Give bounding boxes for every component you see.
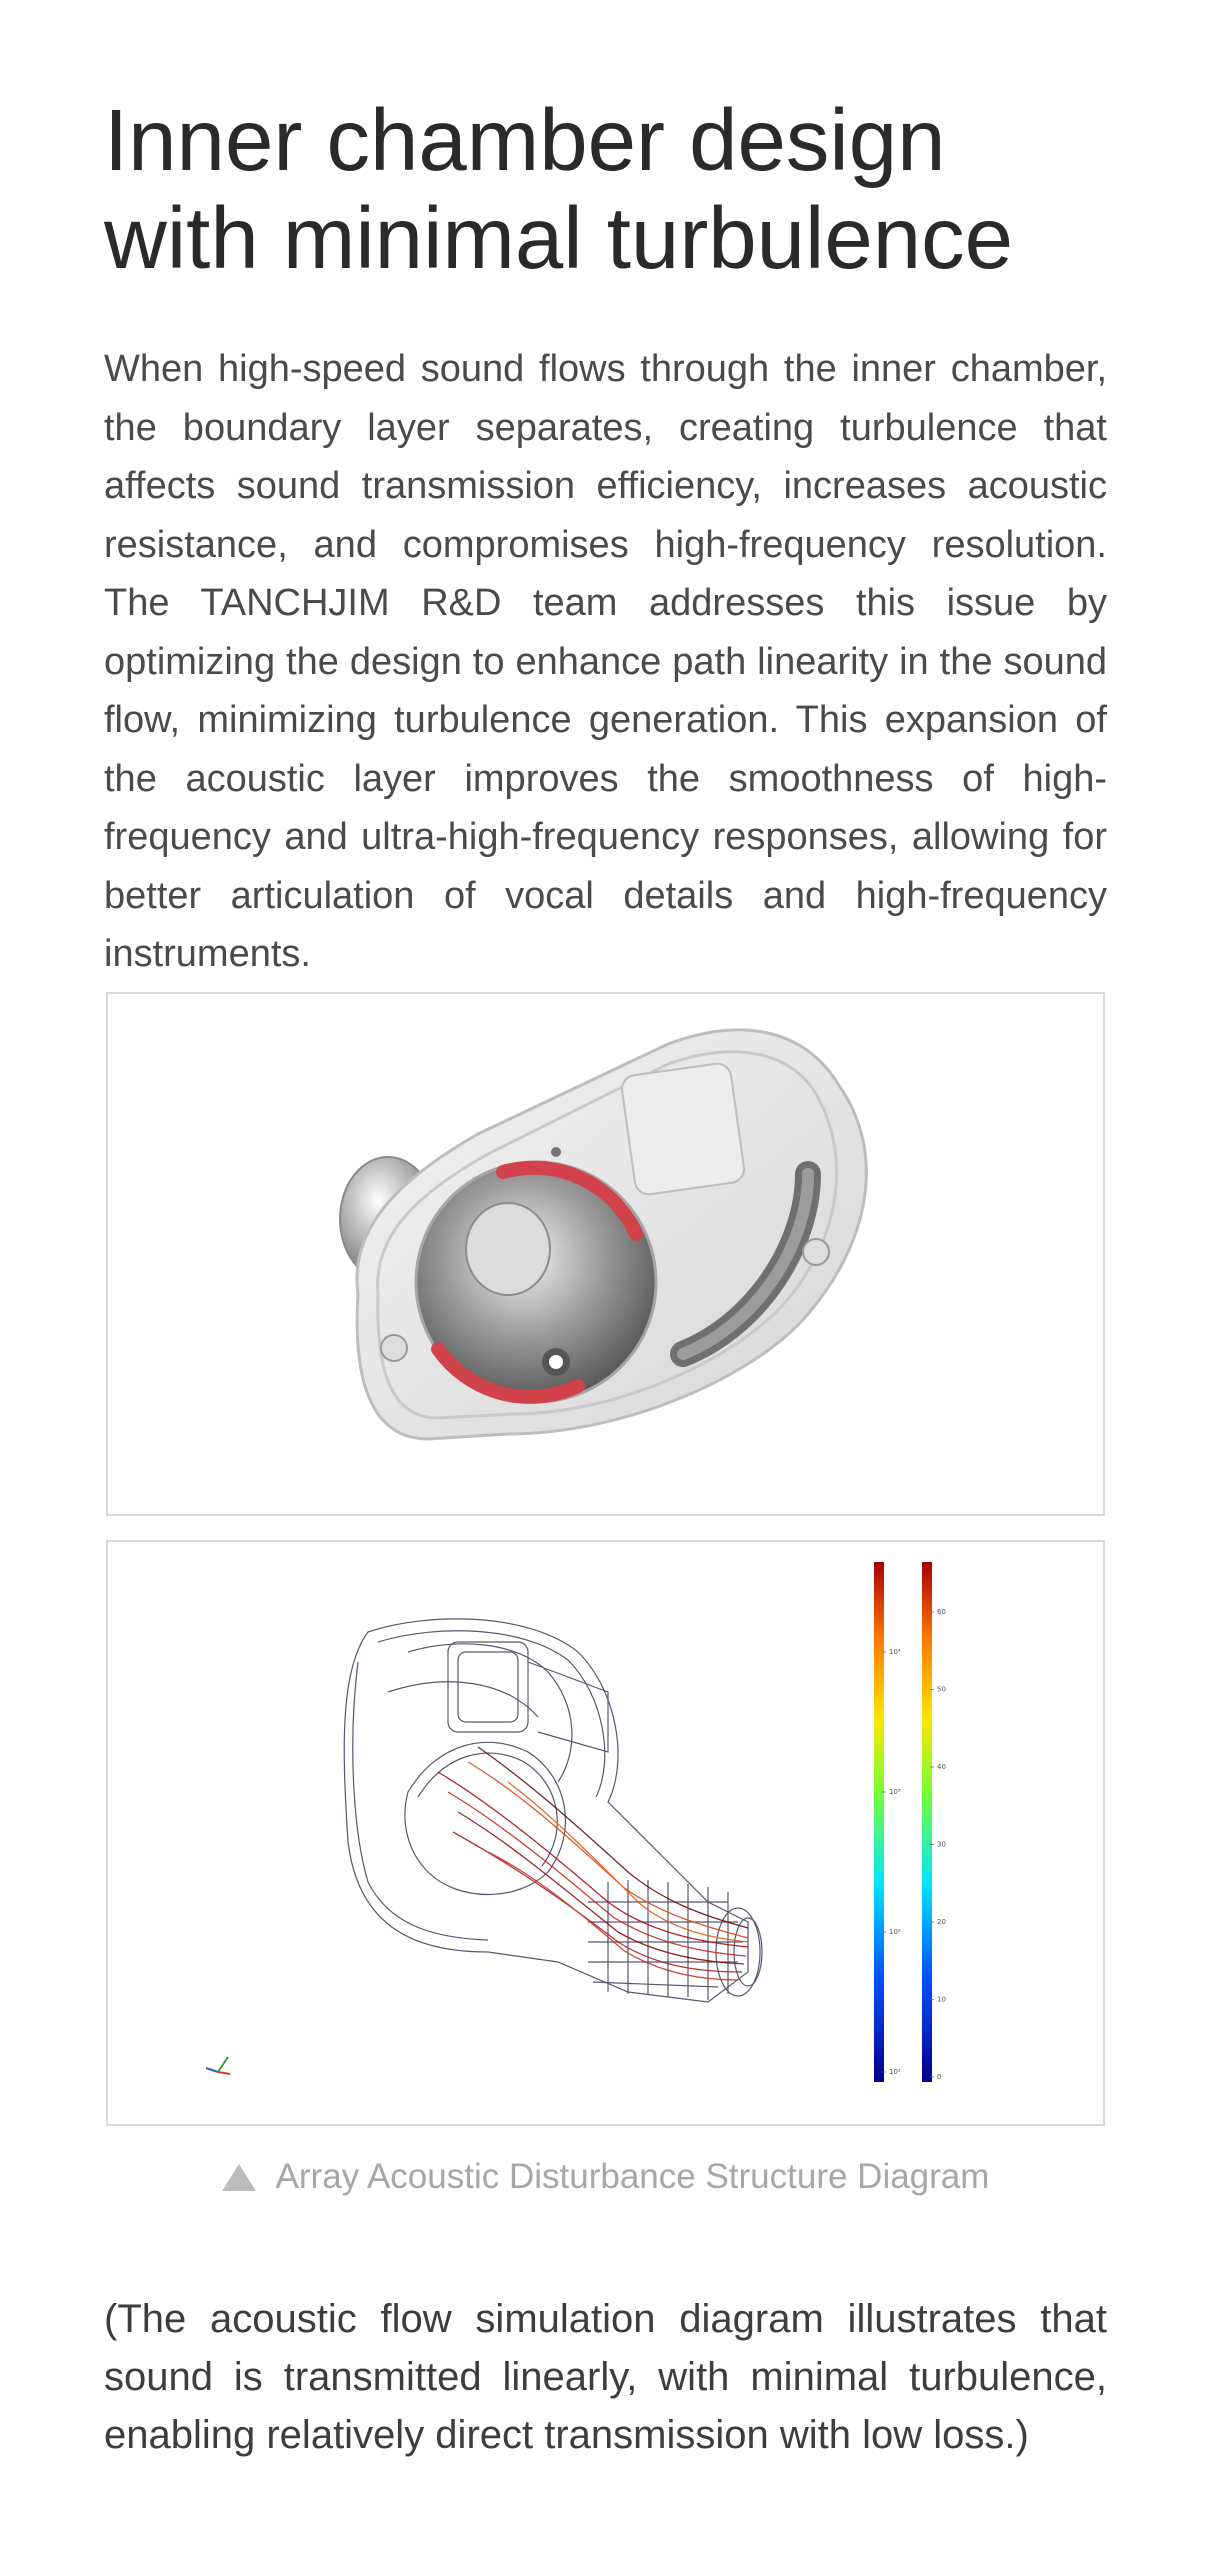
right-scale-tick-label: 50 <box>937 1685 946 1694</box>
axis-triad-icon <box>206 2057 230 2074</box>
simulation-note: (The acoustic flow simulation diagram illustrates that sound is transmitted linearly, with minimal turbulence, enabling relatively direct transmission with low loss.) <box>104 2297 1107 2457</box>
right-scale-tick-label: 60 <box>937 1608 946 1616</box>
right-color-scale <box>922 1562 932 2082</box>
left-scale-tick-label: 10¹ <box>889 2068 901 2076</box>
left-scale-tick-label: 10³ <box>889 1788 901 1796</box>
caption-triangle-icon <box>222 2164 256 2191</box>
right-scale-tick-label: 30 <box>937 1840 946 1849</box>
right-scale-ticks <box>930 1608 946 2081</box>
title-line-2: with minimal turbulence <box>104 190 1014 287</box>
right-scale-tick-label: 20 <box>937 1918 946 1926</box>
left-scale-tick-label: 10² <box>889 1928 901 1936</box>
flow-simulation-render <box>108 1542 1103 2124</box>
chamber-render-figure <box>106 992 1105 1516</box>
intro-paragraph: When high-speed sound flows through the inner chamber, the boundary layer separates, creating turbulence that affects sound transmission efficiency, increases acoustic resistance, and compromises high-frequency resolution. The TANCHJIM R&D team addresses this issue by optimizing the design to enhance path linearity in the sound flow, minimizing turbulence generation. This expansion of the acoustic layer improves the smoothness of high-frequency and ultra-high-frequency responses, allowing for better articulation of vocal details and high-frequency instruments. <box>104 348 1107 975</box>
right-scale-tick-label: 40 <box>937 1763 946 1771</box>
right-scale-tick-label: 0 <box>937 2073 942 2081</box>
left-color-scale <box>874 1562 884 2082</box>
caption-text: Array Acoustic Disturbance Structure Diagram <box>275 2157 990 2196</box>
left-scale-tick-label: 10⁴ <box>889 1648 901 1656</box>
flow-simulation-figure <box>106 1540 1105 2126</box>
page-title <box>104 0 1107 288</box>
left-scale-ticks <box>882 1648 901 2076</box>
earphone-shell-render <box>108 994 1103 1514</box>
figure-caption <box>0 2157 1211 2197</box>
title-line-1: Inner chamber design <box>104 92 946 189</box>
right-scale-tick-label: 10 <box>937 1995 946 2004</box>
